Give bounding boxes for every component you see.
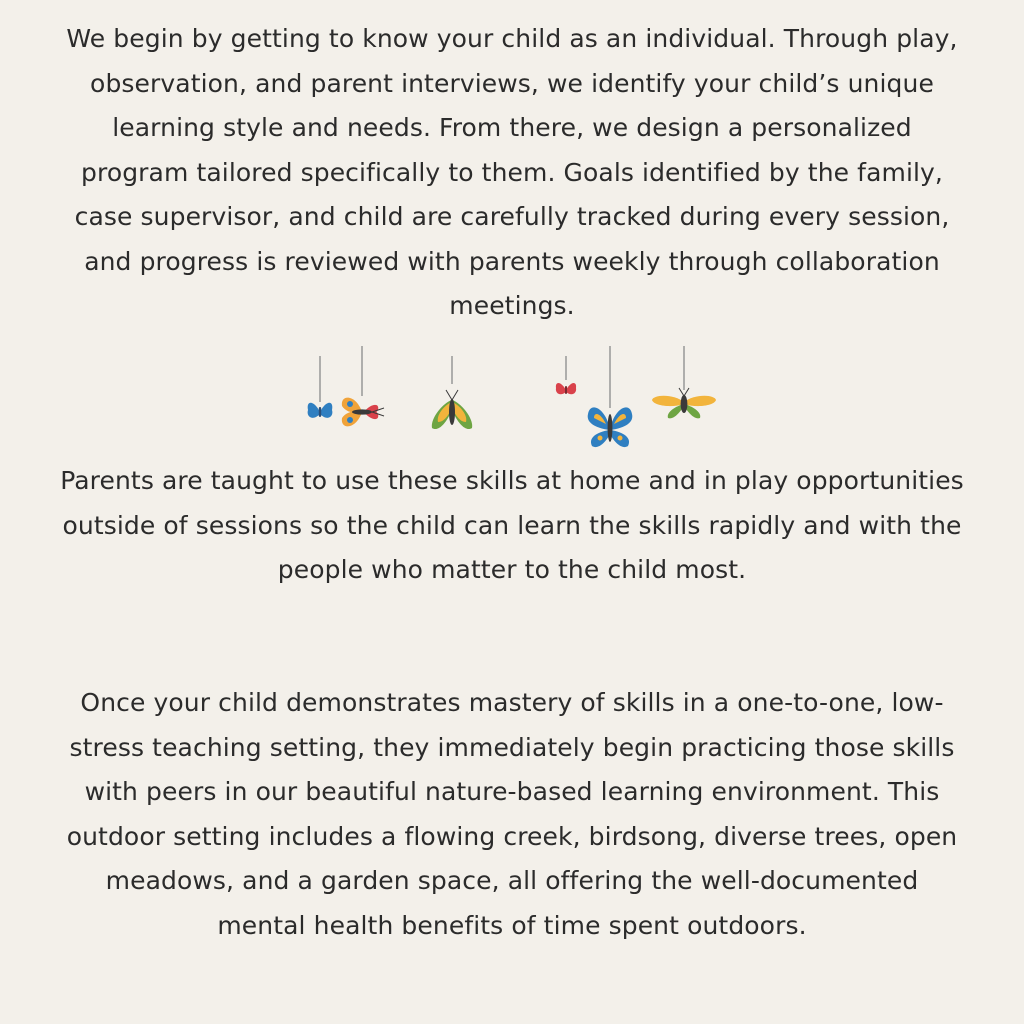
- parent-training-paragraph: Parents are taught to use these skills at home and in play opportunities outside of sessions so the child can learn the skills rapidly and with the people who matter to the child most.: [60, 466, 964, 584]
- hanging-butterflies-illustration: [290, 340, 740, 460]
- butterfly-icon: [556, 383, 576, 394]
- butterfly-icon: [588, 407, 633, 447]
- beetle-moth-icon: [432, 390, 472, 429]
- moth-icon: [652, 388, 716, 418]
- moth-icon: [342, 398, 384, 427]
- intro-paragraph: We begin by getting to know your child as an individual. Through play, observation, and parent interviews, we identify your child’s unique learning style and needs. From there, we design a personalized program tailored specifically to them. Goals identified by the family, case supervisor, and child are carefully tracked during every session, and progress is reviewed with parents weekly through collaboration meetings.: [66, 24, 958, 320]
- nature-learning-paragraph: Once your child demonstrates mastery of skills in a one-to-one, low-stress teaching setting, they immediately begin practicing those skills with peers in our beautiful nature-based learning environment. This outdoor setting includes a flowing creek, birdsong, diverse trees, open meadows, and a garden space, all offering the well-documented mental health benefits of time spent outdoors.: [66, 688, 958, 940]
- butterfly-icon: [308, 403, 333, 418]
